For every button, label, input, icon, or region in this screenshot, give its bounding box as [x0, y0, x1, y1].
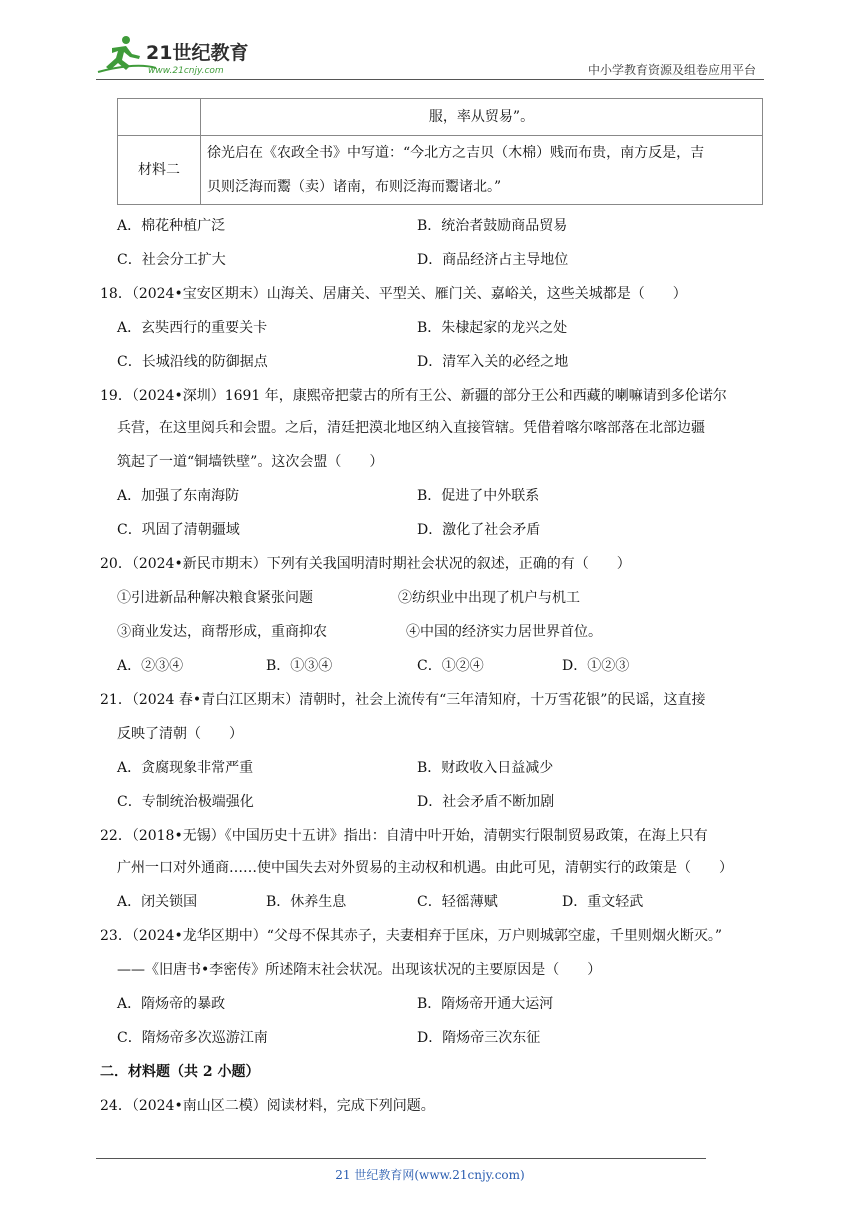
- q21-stem-line: 21．（2024 春•青白江区期末）清朝时，社会上流传有“三年清知府，十万雪花银”的民谣，这直接: [100, 692, 706, 708]
- q23-stem-line: 23．（2024•龙华区期中）“父母不保其赤子，夫妻相弃于匡床，万户则城郭空虚，千里则烟火断灭。”: [100, 928, 723, 944]
- q18-option-c[interactable]: C．长城沿线的防御据点: [117, 354, 268, 370]
- q19-stem-line: 筑起了一道“铜墙铁壁”。这次会盟（ ）: [117, 454, 384, 470]
- q18-stem: 18．（2024•宝安区期末）山海关、居庸关、平型关、雁门关、嘉峪关，这些关城都是（ ）: [100, 286, 687, 302]
- q18-option-a[interactable]: A．玄奘西行的重要关卡: [117, 320, 268, 336]
- q21-stem-line: 反映了清朝（ ）: [117, 726, 243, 742]
- table-cell-label: 材料二: [118, 136, 201, 205]
- q20-stem: 20．（2024•新民市期末）下列有关我国明清时期社会状况的叙述，正确的有（ ）: [100, 556, 631, 572]
- q20-option-b[interactable]: B．①③④: [266, 658, 333, 674]
- q19-stem-line: 兵营，在这里阅兵和会盟。之后，清廷把漠北地区纳入直接管辖。凭借着喀尔喀部落在北部边疆: [117, 420, 705, 436]
- q20-option-a[interactable]: A．②③④: [117, 658, 184, 674]
- q18-option-d[interactable]: D．清军入关的必经之地: [417, 354, 569, 370]
- q22-option-a[interactable]: A．闭关锁国: [117, 894, 198, 910]
- q23-option-b[interactable]: B．隋炀帝开通大运河: [417, 996, 554, 1012]
- site-logo[interactable]: [96, 34, 256, 78]
- material-table: [117, 98, 763, 205]
- q19-option-a[interactable]: A．加强了东南海防: [117, 488, 240, 504]
- q22-stem-line: 22．（2018•无锡）《中国历史十五讲》指出：自清中叶开始，清朝实行限制贸易政策，在海上只有: [100, 828, 708, 844]
- q19-option-c[interactable]: C．巩固了清朝疆域: [117, 522, 240, 538]
- q20-statement-1: ①引进新品种解决粮食紧张问题: [117, 590, 313, 606]
- q19-stem-line: 19．（2024•深圳）1691 年，康熙帝把蒙古的所有王公、新疆的部分王公和西藏的喇嘛请到多伦诺尔: [100, 388, 727, 404]
- q20-option-c[interactable]: C．①②④: [417, 658, 484, 674]
- q20-option-d[interactable]: D．①②③: [562, 658, 630, 674]
- q20-statement-3: ③商业发达，商帮形成，重商抑农: [117, 624, 327, 640]
- q17-option-a[interactable]: A．棉花种植广泛: [117, 218, 226, 234]
- q21-option-a[interactable]: A．贪腐现象非常严重: [117, 760, 254, 776]
- q23-option-c[interactable]: C．隋炀帝多次巡游江南: [117, 1030, 268, 1046]
- logo-text: 21世纪教育: [146, 42, 249, 64]
- section-title: 二．材料题（共 2 小题）: [100, 1064, 260, 1080]
- q20-statement-2: ②纺织业中出现了机户与机工: [398, 590, 580, 606]
- q17-option-c[interactable]: C．社会分工扩大: [117, 252, 226, 268]
- table-cell: 服，率从贸易”。: [201, 99, 763, 136]
- footer-divider: [96, 1158, 706, 1159]
- q17-option-d[interactable]: D．商品经济占主导地位: [417, 252, 569, 268]
- q20-statement-4: ④中国的经济实力居世界首位。: [406, 624, 602, 640]
- q22-option-b[interactable]: B．休养生息: [266, 894, 347, 910]
- q23-option-d[interactable]: D．隋炀帝三次东征: [417, 1030, 541, 1046]
- q18-option-b[interactable]: B．朱棣起家的龙兴之处: [417, 320, 568, 336]
- q22-option-d[interactable]: D．重文轻武: [562, 894, 644, 910]
- q21-option-b[interactable]: B．财政收入日益减少: [417, 760, 554, 776]
- table-row: [118, 99, 763, 136]
- q23-option-a[interactable]: A．隋炀帝的暴政: [117, 996, 226, 1012]
- q21-option-d[interactable]: D．社会矛盾不断加剧: [417, 794, 555, 810]
- q19-option-d[interactable]: D．激化了社会矛盾: [417, 522, 541, 538]
- table-row: [118, 136, 763, 205]
- table-cell-line: 贝则泛海而鬻（卖）诸南，布则泛海而鬻诸北。”: [207, 179, 502, 195]
- q17-option-b[interactable]: B．统治者鼓励商品贸易: [417, 218, 568, 234]
- q23-stem-line: ——《旧唐书•李密传》所述隋末社会状况。出现该状况的主要原因是（ ）: [117, 962, 602, 978]
- table-cell: [201, 136, 763, 205]
- q24-stem: 24．（2024•南山区二模）阅读材料，完成下列问题。: [100, 1098, 435, 1114]
- q22-option-c[interactable]: C．轻徭薄赋: [417, 894, 498, 910]
- table-cell-line: 徐光启在《农政全书》中写道：“今北方之吉贝（木棉）贱而布贵，南方反是，吉: [207, 145, 705, 161]
- footer-link[interactable]: 21 世纪教育网(www.21cnjy.com): [335, 1168, 525, 1182]
- q21-option-c[interactable]: C．专制统治极端强化: [117, 794, 254, 810]
- q22-stem-line: 广州一口对外通商……使中国失去对外贸易的主动权和机遇。由此可见，清朝实行的政策是（ ）: [117, 860, 733, 876]
- header-platform-text: 中小学教育资源及组卷应用平台: [587, 63, 756, 77]
- header-divider: [96, 79, 764, 80]
- logo-url: www.21cnjy.com: [148, 66, 224, 76]
- q19-option-b[interactable]: B．促进了中外联系: [417, 488, 540, 504]
- table-cell-empty: [118, 99, 201, 136]
